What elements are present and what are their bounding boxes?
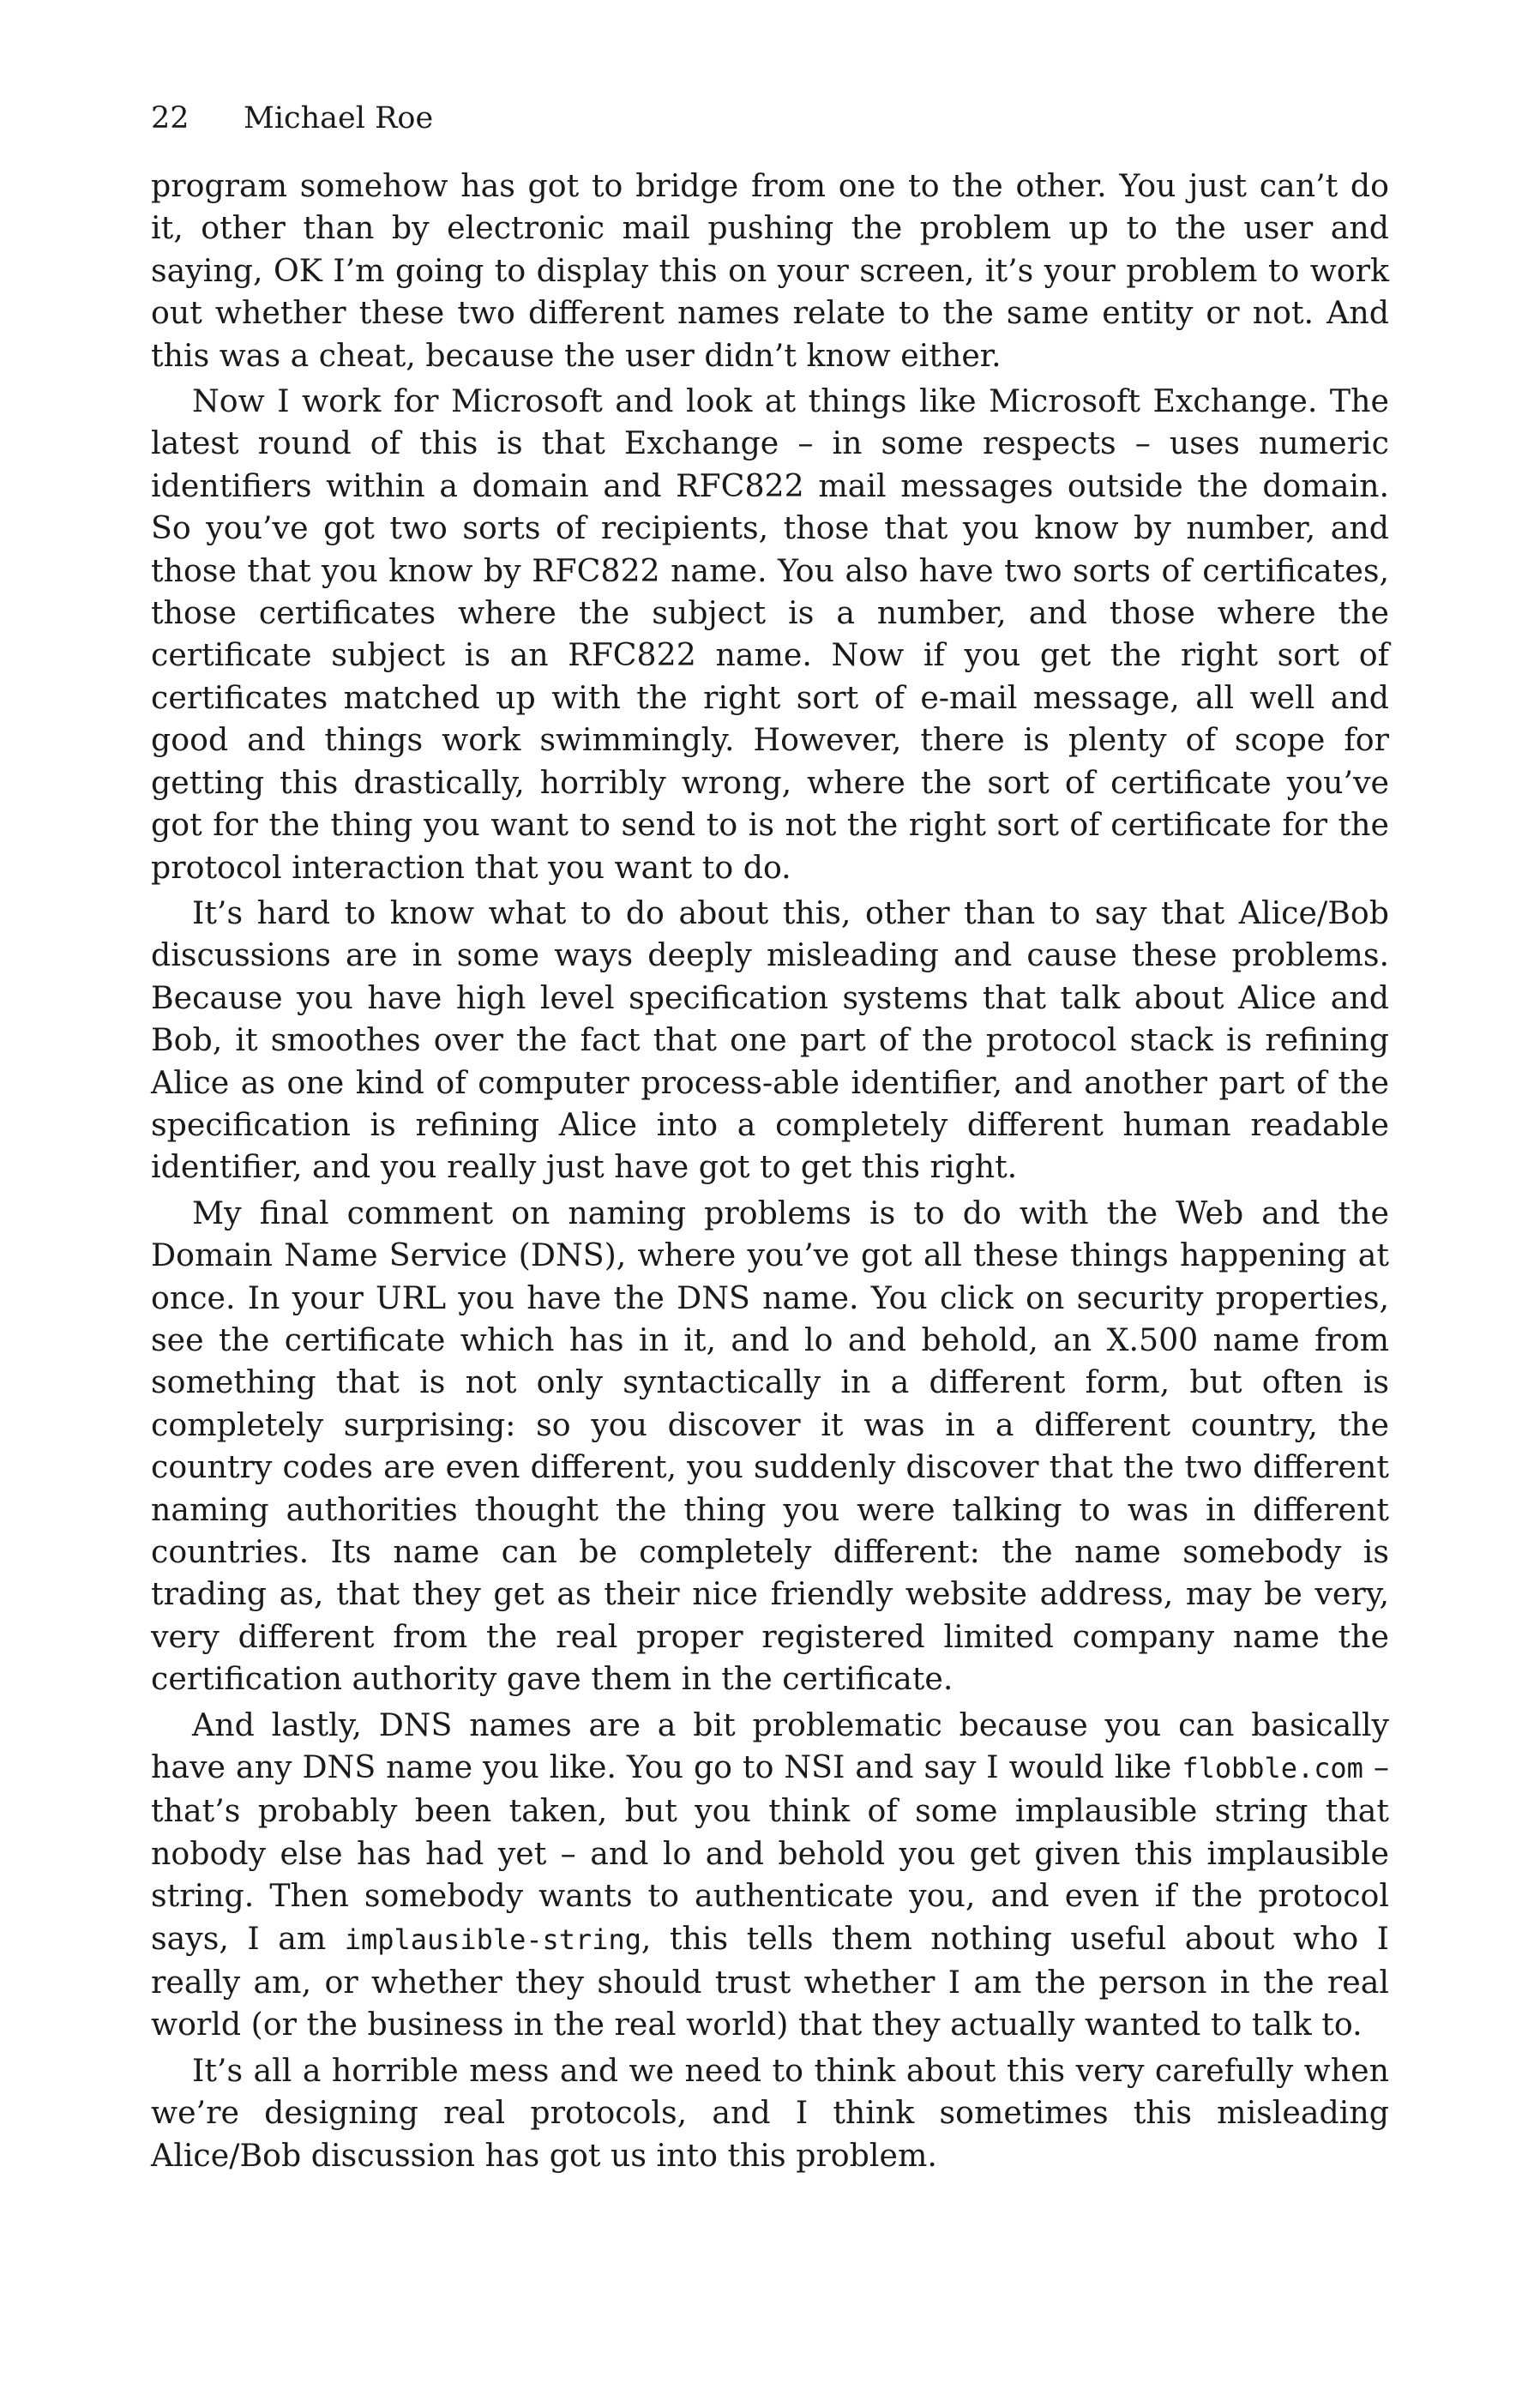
paragraph-microsoft-exchange: Now I work for Microsoft and look at things like Microsoft Exchange. The latest round of this is that Exchange – in some respects – uses numeric identifiers within a domain and RFC822 mail messages outside the domain. So you’ve got two sorts of recipients, those that you know by number, and those that you know by RFC822 name. You also have two sorts of certificates, those certificates where the subject is a number, and those where the certificate subject is an RFC822 name. Now if you get the right sort of certificates matched up with the right sort of e-mail message, all well and good and things work swimmingly. However, there is plenty of scope for getting this drastically, horribly wrong, where the sort of certificate you’ve got for the thing you want to send to is not the right sort of certificate for the protocol interaction that you want to do.	[151, 382, 1389, 886]
paragraph-text: – that’s probably been taken, but you think of some implausible string that nobody else has had yet – and lo and behold you get given this implausible string. Then somebody wants to authenticate you, and even if the protocol says, I am	[151, 1748, 1390, 1957]
running-head	[151, 101, 433, 135]
paragraph-conclusion: It’s all a horrible mess and we need to think about this very carefully when we’re designing real protocols, and I think sometimes this misleading Alice/Bob discussion has got us into this problem.	[151, 2051, 1389, 2174]
code-flobble: flobble.com	[1182, 1752, 1363, 1785]
paragraph-alice-bob: It’s hard to know what to do about this, other than to say that Alice/Bob discussions are in some ways deeply misleading and cause these problems. Because you have high level specification systems that talk about Alice and Bob, it smoothes over the fact that one part of the protocol stack is refining Alice as one kind of computer process-able identifier, and another part of the specification is refining Alice into a completely different human readable identifier, and you really just have got to get this right.	[151, 894, 1389, 1186]
code-implausible-string: implausible-string	[344, 1923, 641, 1956]
paragraph-dns-names	[151, 1704, 1389, 2046]
body-text	[151, 165, 1389, 2176]
running-head-author: Michael Roe	[244, 101, 434, 135]
paragraph-continuation: program somehow has got to bridge from one to the other. You just can’t do it, other than by electronic mail pushing the problem up to the user and saying, OK I’m going to display this on your screen, it’s your problem to work out whether these two different names relate to the same entity or not. And this was a cheat, because the user didn’t know either.	[151, 167, 1389, 374]
page-number: 22	[151, 101, 189, 135]
paragraph-text: , this tells them nothing useful about who I really am, or whether they should trust whether I am the person in the real world (or the business in the real world) that they actually wanted to talk to.	[151, 1919, 1389, 2043]
paragraph-text: And lastly, DNS names are a bit problematic because you can basically have any DNS name you like. You go to NSI and say I would like	[151, 1706, 1389, 1786]
paragraph-dns-naming: My final comment on naming problems is to do with the Web and the Domain Name Service (DNS), where you’ve got all these things happening at once. In your URL you have the DNS name. You click on security properties, see the certificate which has in it, and lo and behold, an X.500 name from something that is not only syntactically in a different form, but often is completely surprising: so you discover it was in a different country, the country codes are even different, you suddenly discover that the two different naming authorities thought the thing you were talking to was in different countries. Its name can be completely different: the name somebody is trading as, that they get as their nice friendly website address, may be very, very different from the real proper registered limited company name the certification authority gave them in the certificate.	[151, 1194, 1389, 1698]
